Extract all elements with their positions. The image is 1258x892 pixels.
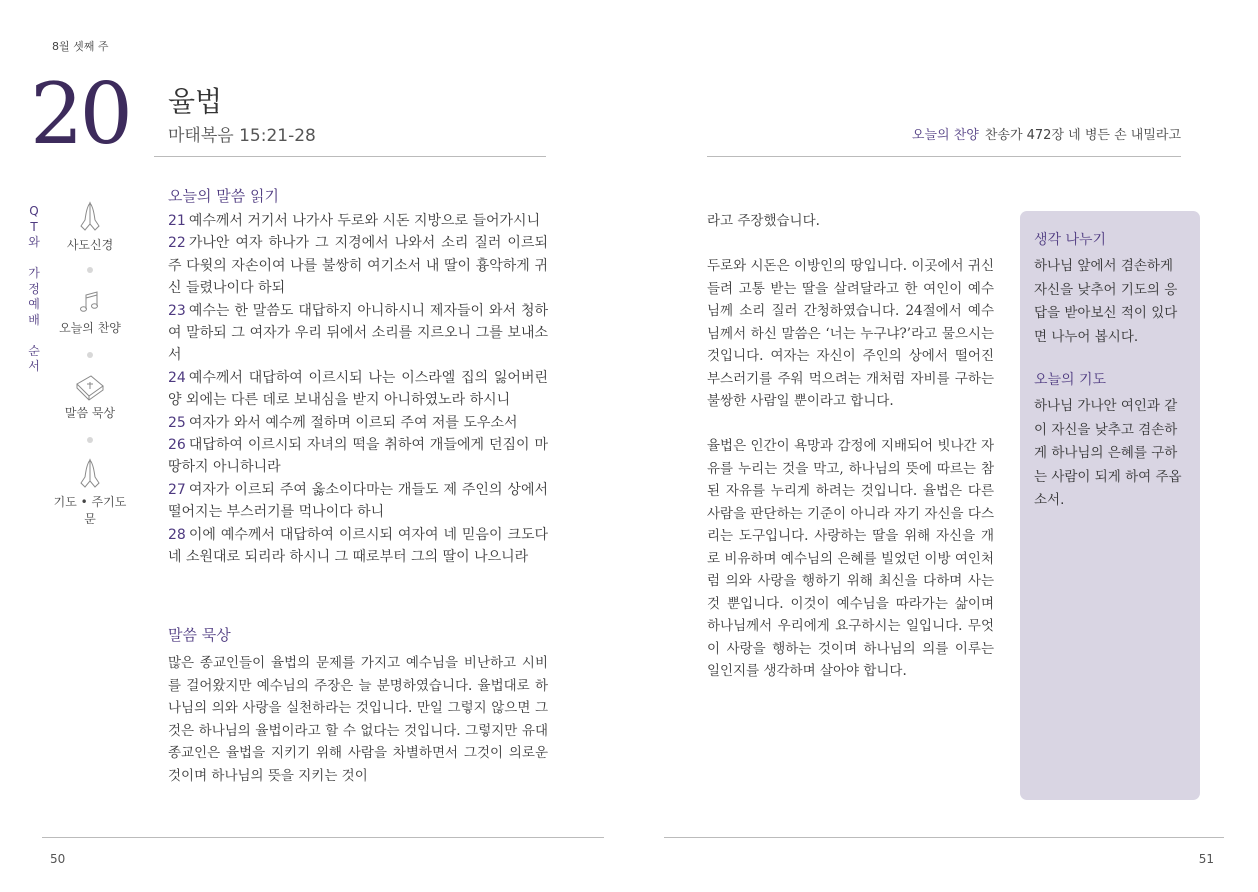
- vertical-char: 배: [28, 312, 40, 327]
- verse-23: [168, 300, 548, 367]
- sidebar-item-label: 기도 • 주기도문: [53, 495, 127, 526]
- vertical-gap: [27, 328, 41, 344]
- page-number-right: 51: [1198, 852, 1214, 866]
- verse-number: 26: [168, 437, 186, 454]
- verse-text: 여자가 이르되 주여 옳소이다마는 개들도 제 주인의 상에서 떨어지는 부스러기를 먹나이다 하니: [168, 481, 548, 521]
- verse-number: 27: [168, 481, 186, 498]
- separator-dot: [87, 437, 93, 443]
- vertical-char: 가: [28, 266, 40, 280]
- separator-dot: [87, 267, 93, 273]
- page-title: 율법: [168, 85, 223, 118]
- vertical-char: 순: [28, 343, 40, 358]
- verse-21: [168, 210, 548, 232]
- hymn-text: 찬송가 472장 네 병든 손 내밀라고: [984, 128, 1181, 143]
- verse-list: [168, 210, 548, 569]
- verse-number: 21: [168, 213, 186, 229]
- divider-bottom-left: [42, 837, 604, 838]
- day-number: 20: [30, 65, 129, 163]
- verse-text: 대답하여 이르시되 자녀의 떡을 취하여 개들에게 던짐이 마땅하지 아니하니라: [168, 437, 548, 476]
- sidebar-item-prayer: [48, 457, 132, 527]
- scripture-passage: 마태복음 15:21-28: [168, 126, 316, 146]
- meditation-heading: 말씀 묵상: [168, 626, 231, 644]
- verse-number: 28: [168, 526, 186, 543]
- verse-22: [168, 232, 548, 299]
- verse-number: 24: [168, 369, 186, 386]
- verse-27: [168, 479, 548, 524]
- verse-number: 23: [168, 302, 186, 319]
- sidebar-item-label: 말씀 묵상: [64, 406, 116, 420]
- paragraph: 율법은 인간이 욕망과 감정에 지배되어 빗나간 자유를 누리는 것을 막고, 하나님의 뜻에 따르는 참된 자유를 누리게 하려는 것입니다. 율법은 다른 사람을 판단하는 기준이 아니라 자기 자신을 다스리는 도구입니다. 사랑하는 딸을 위해 자신을 개로 비유하며 예수님의 은혜를 빌었던 이방 여인처럼 의와 사랑을 행하기 위해 최신을 다하며 사는 것 뿐입니다. 이것이 예수님을 따라가는 삶이며 하나님께서 우리에게 요구하시는 일입니다. 무엇이 사랑을 행하는 것이며 하나님의 의를 이루는 일인지를 생각하며 살아야 합니다.: [707, 438, 994, 679]
- sidebar-item-meditation: [48, 372, 132, 421]
- verse-26: [168, 434, 548, 479]
- verse-text: 여자가 와서 예수께 절하며 이르되 주여 저를 도우소서: [188, 414, 518, 431]
- sidebar-item-label: 오늘의 찬양: [59, 321, 121, 335]
- prayer-heading: 오늘의 기도: [1034, 372, 1107, 388]
- praying-hands-icon: [75, 457, 105, 491]
- paragraph: 라고 주장했습니다.: [707, 213, 820, 229]
- week-label: 8월 셋째 주: [52, 40, 109, 53]
- right-page-body: [707, 210, 994, 705]
- verse-28: [168, 524, 548, 569]
- praying-hands-icon: [75, 200, 105, 234]
- vertical-char: 서: [28, 359, 40, 373]
- verse-number: 22: [168, 235, 186, 252]
- verse-24: [168, 367, 548, 412]
- meditation-text: 많은 종교인들이 율법의 문제를 가지고 예수님을 비난하고 시비를 걸어왔지만 예수님의 주장은 늘 분명하였습니다. 율법대로 하나님의 의와 사랑을 실천하라는 것입니다. 만일 그렇지 않으면 그것은 하나님의 율법이라고 할 수 없다는 것입니다. 그렇지만 유대 종교인은 율법을 지키기 위해 사람을 차별하면서 그것이 의로운 것이며 하나님의 뜻을 지키는 것이: [168, 655, 548, 784]
- sidebar-item-hymn: [48, 287, 132, 336]
- vertical-char: 정: [28, 281, 40, 296]
- page-number-left: 50: [50, 852, 66, 866]
- verse-25: [168, 412, 548, 434]
- reading-heading: 오늘의 말씀 읽기: [168, 187, 279, 205]
- divider-top-right: [707, 156, 1181, 157]
- bible-book-icon: [73, 372, 107, 402]
- vertical-char: 와: [28, 235, 40, 249]
- music-note-icon: [75, 287, 105, 317]
- hymn-info: [912, 124, 1181, 143]
- verse-text: 예수께서 대답하여 이르시되 나는 이스라엘 집의 잃어버린 양 외에는 다른 데로 보내심을 받지 아니하였노라 하시니: [168, 369, 548, 409]
- sidebar-item-creed: [48, 200, 132, 253]
- vertical-gap: [27, 251, 41, 267]
- vertical-char: 예: [28, 297, 40, 311]
- vertical-char: T: [30, 219, 38, 234]
- share-text: 하나님 앞에서 겸손하게 자신을 낮추어 기도의 응답을 받아보신 적이 있다면 나누어 봅시다.: [1034, 258, 1178, 345]
- vertical-title: [27, 204, 41, 375]
- verse-text: 가나안 여자 하나가 그 지경에서 나와서 소리 질러 이르되 주 다윗의 자손이여 나를 불쌍히 여기소서 내 딸이 흉악하게 귀신 들렸나이다 하되: [168, 235, 548, 297]
- divider-top-left: [154, 156, 546, 157]
- verse-text: 예수는 한 말씀도 대답하지 아니하시니 제자들이 와서 청하여 말하되 그 여자가 우리 뒤에서 소리를 지르오니 그를 보내소서: [168, 302, 548, 364]
- verse-number: 25: [168, 414, 186, 431]
- worship-order-sidebar: [48, 200, 132, 527]
- prayer-text: 하나님 가나안 여인과 같이 자신을 낮추고 겸손하게 하나님의 은혜를 구하는 사람이 되게 하여 주옵소서.: [1034, 398, 1182, 508]
- hymn-label: 오늘의 찬양: [911, 128, 979, 143]
- reflection-box: [1020, 211, 1200, 800]
- separator-dot: [87, 352, 93, 358]
- paragraph: 두로와 시돈은 이방인의 땅입니다. 이곳에서 귀신들려 고통 받는 딸을 살려달라고 한 여인이 예수님께 소리 질러 간청하였습니다. 24절에서 예수님께서 하신 말씀은 ‘너는 누구냐?’라고 물으시는 것입니다. 여자는 자신이 주인의 상에서 떨어진 부스러기를 주워 먹으려는 개처럼 자비를 구하는 불쌍한 사람일 뿐이라고 합니다.: [707, 258, 994, 409]
- verse-text: 이에 예수께서 대답하여 이르시되 여자여 네 믿음이 크도다 네 소원대로 되리라 하시니 그 때로부터 그의 딸이 나으니라: [168, 526, 548, 566]
- vertical-char: Q: [29, 204, 39, 218]
- sidebar-item-label: 사도신경: [66, 238, 114, 252]
- share-heading: 생각 나누기: [1034, 232, 1107, 248]
- divider-bottom-right: [664, 837, 1224, 838]
- verse-text: 예수께서 거기서 나가사 두로와 시돈 지방으로 들어가시니: [188, 213, 541, 229]
